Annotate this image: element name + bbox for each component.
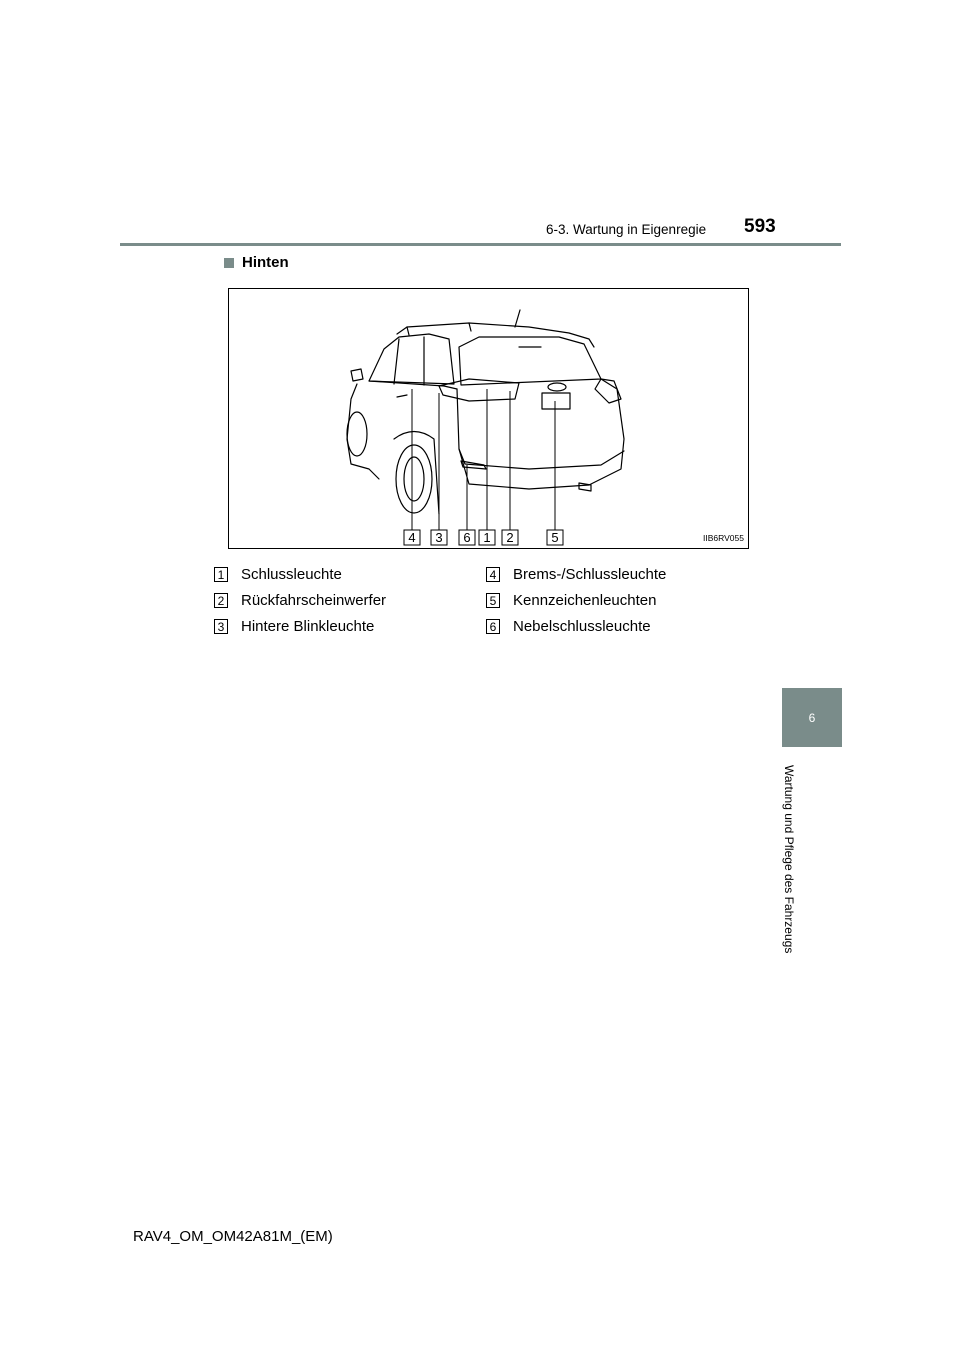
callout-2: 2 <box>506 530 514 545</box>
section-heading <box>224 254 289 271</box>
legend-number: 5 <box>486 593 500 608</box>
legend-item <box>486 566 666 583</box>
car-rear-drawing <box>229 289 748 548</box>
hatch-outline <box>457 379 624 489</box>
vehicle-rear-illustration <box>228 288 749 549</box>
side-mirror <box>351 369 363 381</box>
header-divider <box>120 243 841 246</box>
side-window <box>369 334 454 384</box>
callout-3: 3 <box>435 530 443 545</box>
legend-item <box>214 566 342 583</box>
chapter-title: Wartung und Pflege des Fahrzeugs <box>782 765 796 954</box>
figure-id: IIB6RV055 <box>703 533 744 543</box>
roof-outline <box>397 323 594 347</box>
rear-wheel <box>396 445 432 513</box>
legend-label: Kennzeichenleuchten <box>513 592 657 609</box>
door-handle <box>397 395 407 397</box>
rear-bumper-line <box>459 449 624 469</box>
emblem <box>548 383 566 391</box>
callout-1: 1 <box>483 530 491 545</box>
legend-label: Schlussleuchte <box>241 566 342 583</box>
license-plate-recess <box>542 393 570 409</box>
exhaust-pipe <box>579 483 591 491</box>
legend-label: Brems-/Schlussleuchte <box>513 566 667 583</box>
legend-label: Hintere Blinkleuchte <box>241 618 375 635</box>
legend-item <box>214 618 374 635</box>
chapter-tab: 6 <box>782 688 842 747</box>
square-bullet-icon <box>224 258 234 268</box>
rear-window <box>459 337 601 385</box>
callout-6: 6 <box>463 530 471 545</box>
legend-item <box>214 592 386 609</box>
legend-item <box>486 592 656 609</box>
body-side-front <box>347 384 379 479</box>
callout-4: 4 <box>408 530 416 545</box>
document-code: RAV4_OM_OM42A81M_(EM) <box>133 1228 333 1245</box>
legend-item <box>486 618 651 635</box>
antenna-line <box>515 310 520 327</box>
window-pillars <box>394 337 424 385</box>
section-heading-text: Hinten <box>242 254 289 271</box>
front-wheel <box>347 412 367 456</box>
rear-wheel-hub <box>404 457 424 501</box>
page-number: 593 <box>744 216 776 237</box>
legend-label: Nebelschlussleuchte <box>513 618 651 635</box>
legend-number: 6 <box>486 619 500 634</box>
legend-number: 3 <box>214 619 228 634</box>
header-section-title: 6-3. Wartung in Eigenregie <box>546 222 707 237</box>
legend-number: 4 <box>486 567 500 582</box>
legend-number: 2 <box>214 593 228 608</box>
tail-light-left <box>439 379 519 401</box>
callout-5: 5 <box>551 530 559 545</box>
legend-label: Rückfahrscheinwerfer <box>241 592 387 609</box>
legend-number: 1 <box>214 567 228 582</box>
